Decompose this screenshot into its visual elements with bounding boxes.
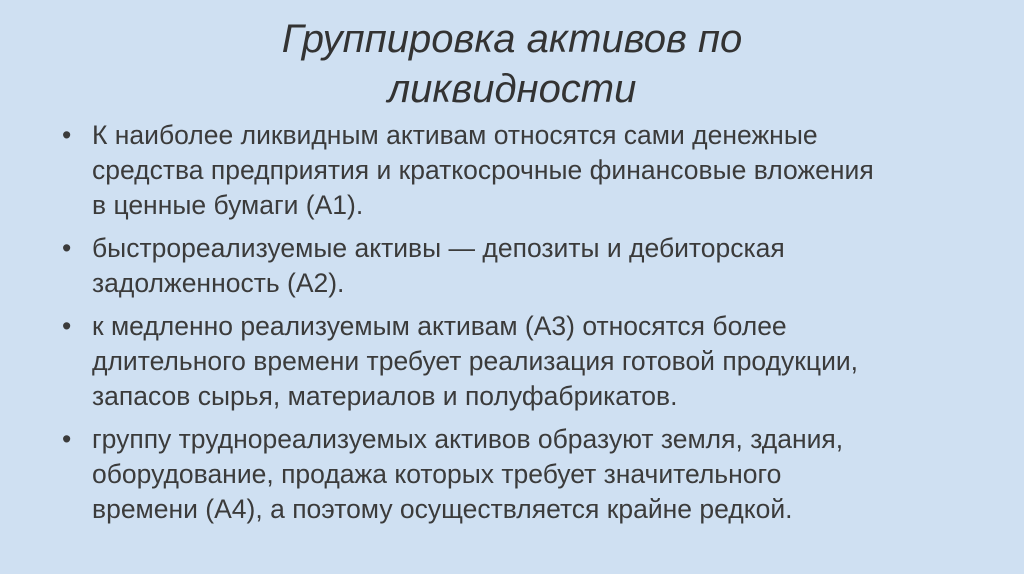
- bullet-list: [62, 118, 992, 535]
- bullet-item-a1: [62, 118, 992, 223]
- bullet-item-a3: [62, 309, 992, 414]
- slide-title: [0, 14, 1024, 114]
- bullet-text-line: в ценные бумаги (А1).: [92, 190, 364, 220]
- slide-title-line-2: ликвидности: [387, 67, 637, 111]
- bullet-text-line: к медленно реализуемым активам (А3) относятся более: [92, 311, 787, 341]
- bullet-item-a2: [62, 231, 992, 301]
- bullet-text-line: запасов сырья, материалов и полуфабрикатов.: [92, 381, 678, 411]
- bullet-marker: •: [62, 233, 72, 263]
- bullet-text-line: средства предприятия и краткосрочные финансовые вложения: [92, 155, 874, 185]
- bullet-text-line: быстрореализуемые активы — депозиты и дебиторская: [92, 233, 785, 263]
- bullet-marker: •: [62, 311, 72, 341]
- slide-title-line-1: Группировка активов по: [281, 17, 743, 61]
- bullet-text-line: задолженность (А2).: [92, 268, 345, 298]
- bullet-text-line: времени (А4), а поэтому осуществляется крайне редкой.: [92, 494, 793, 524]
- bullet-item-a4: [62, 422, 992, 527]
- bullet-text-line: К наиболее ликвидным активам относятся сами денежные: [92, 120, 818, 150]
- bullet-marker: •: [62, 120, 72, 150]
- bullet-marker: •: [62, 424, 72, 454]
- bullet-text-line: длительного времени требует реализация готовой продукции,: [92, 346, 859, 376]
- bullet-text-line: оборудование, продажа которых требует значительного: [92, 459, 782, 489]
- bullet-text-line: группу труднореализуемых активов образуют земля, здания,: [92, 424, 844, 454]
